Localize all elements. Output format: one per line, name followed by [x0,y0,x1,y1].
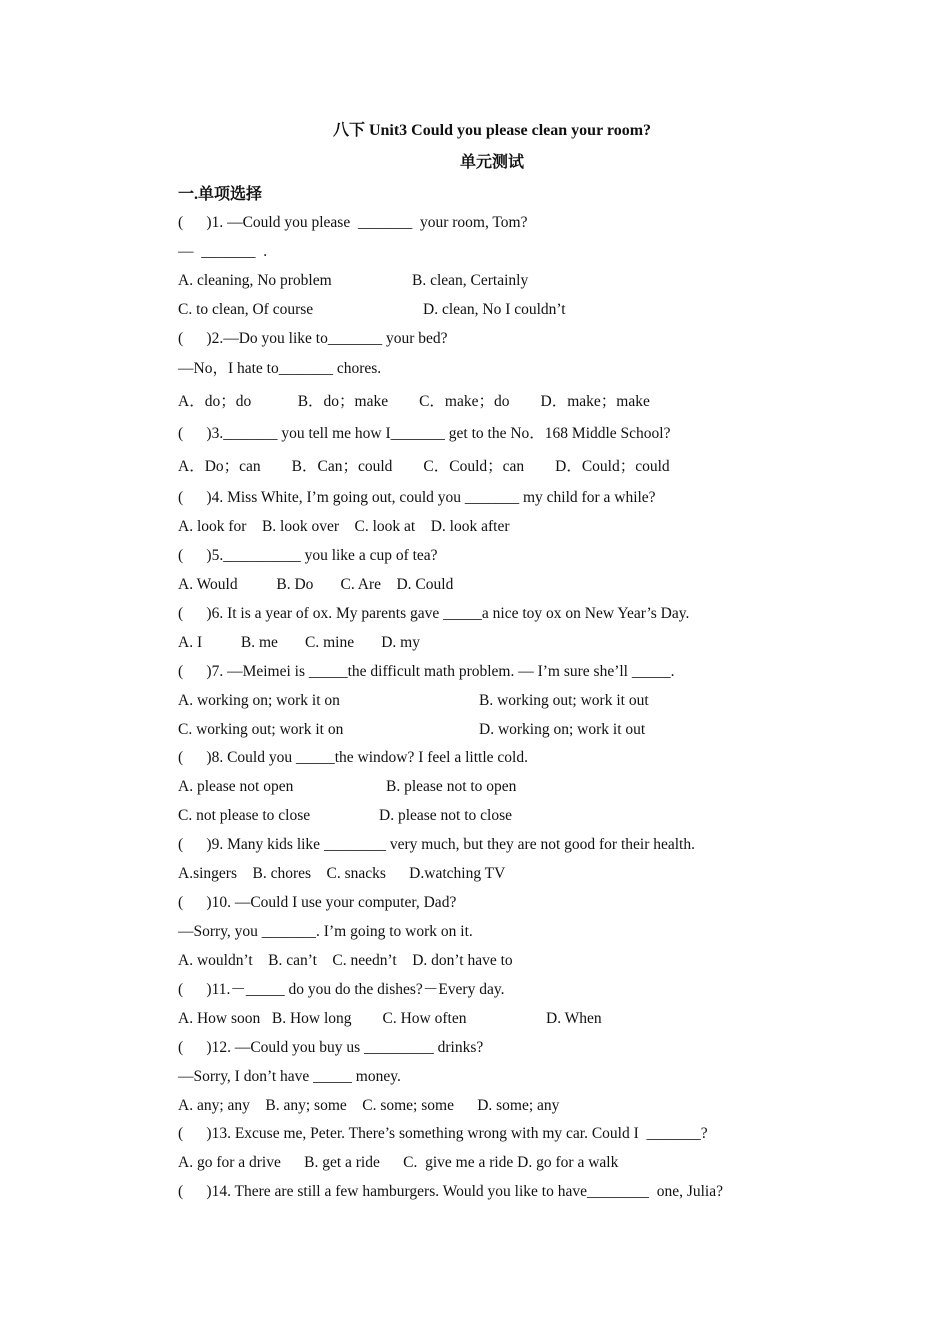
question-12-answer: —Sorry, I don’t have _____ money. [178,1068,401,1085]
question-5: ( )5.__________ you like a cup of tea? [178,547,438,564]
question-12-options: A. any; any B. any; some C. some; some D. some; any [178,1097,560,1114]
question-2-options: A．do；do B．do；make C．make；do D．make；make [178,393,650,410]
question-2: ( )2.—Do you like to_______ your bed? [178,330,448,347]
page-title: 八下 Unit3 Could you please clean your room? [332,122,652,139]
question-10: ( )10. —Could I use your computer, Dad? [178,894,457,911]
question-1: ( )1. —Could you please _______ your room, Tom? [178,214,528,231]
question-4: ( )4. Miss White, I’m going out, could you _______ my child for a while? [178,489,656,506]
question-5-options: A. Would B. Do C. Are D. Could [178,576,454,593]
question-7: ( )7. —Meimei is _____the difficult math problem. — I’m sure she’ll _____. [178,663,675,680]
question-13-options: A. go for a drive B. get a ride C. give me a ride D. go for a walk [178,1154,619,1171]
question-8-option-d: D. please not to close [379,807,513,824]
question-7-option-b: B. working out; work it out [479,692,649,709]
question-6: ( )6. It is a year of ox. My parents gave _____a nice toy ox on New Year’s Day. [178,605,690,622]
question-11-options: A. How soon B. How long C. How often [178,1010,467,1027]
question-3: ( )3._______ you tell me how I_______ get to the No．168 Middle School? [178,425,671,442]
question-8: ( )8. Could you _____the window? I feel a little cold. [178,749,528,766]
question-1-option-b: B. clean, Certainly [412,272,529,289]
question-12: ( )12. —Could you buy us _________ drinks? [178,1039,484,1056]
question-11-option-d: D. When [546,1010,602,1027]
question-11: ( )11.－_____ do you do the dishes?－Every day. [178,981,505,998]
question-9-options: A.singers B. chores C. snacks D.watching TV [178,865,506,882]
question-7-option-a: A. working on; work it on [178,692,340,709]
question-2-answer: —No，I hate to_______ chores. [178,360,382,377]
question-1-option-c: C. to clean, Of course [178,301,314,318]
question-4-options: A. look for B. look over C. look at D. look after [178,518,510,535]
section-heading: 一.单项选择 [178,186,263,203]
question-9: ( )9. Many kids like ________ very much, but they are not good for their health. [178,836,695,853]
question-13: ( )13. Excuse me, Peter. There’s something wrong with my car. Could I _______? [178,1125,708,1142]
question-7-option-c: C. working out; work it on [178,721,344,738]
question-8-option-c: C. not please to close [178,807,311,824]
question-3-options: A．Do；can B．Can；could C．Could；can D．Could；could [178,458,670,475]
question-1-answer: — _______ . [178,243,268,260]
question-6-options: A. I B. me C. mine D. my [178,634,420,651]
question-7-option-d: D. working on; work it out [479,721,646,738]
question-8-option-b: B. please not to open [386,778,517,795]
question-1-option-d: D. clean, No I couldn’t [423,301,566,318]
question-8-option-a: A. please not open [178,778,294,795]
question-14: ( )14. There are still a few hamburgers. Would you like to have________ one, Julia? [178,1183,723,1200]
page-subtitle: 单元测试 [459,154,524,171]
question-10-answer: —Sorry, you _______. I’m going to work on it. [178,923,473,940]
question-10-options: A. wouldn’t B. can’t C. needn’t D. don’t have to [178,952,513,969]
question-1-option-a: A. cleaning, No problem [178,272,332,289]
